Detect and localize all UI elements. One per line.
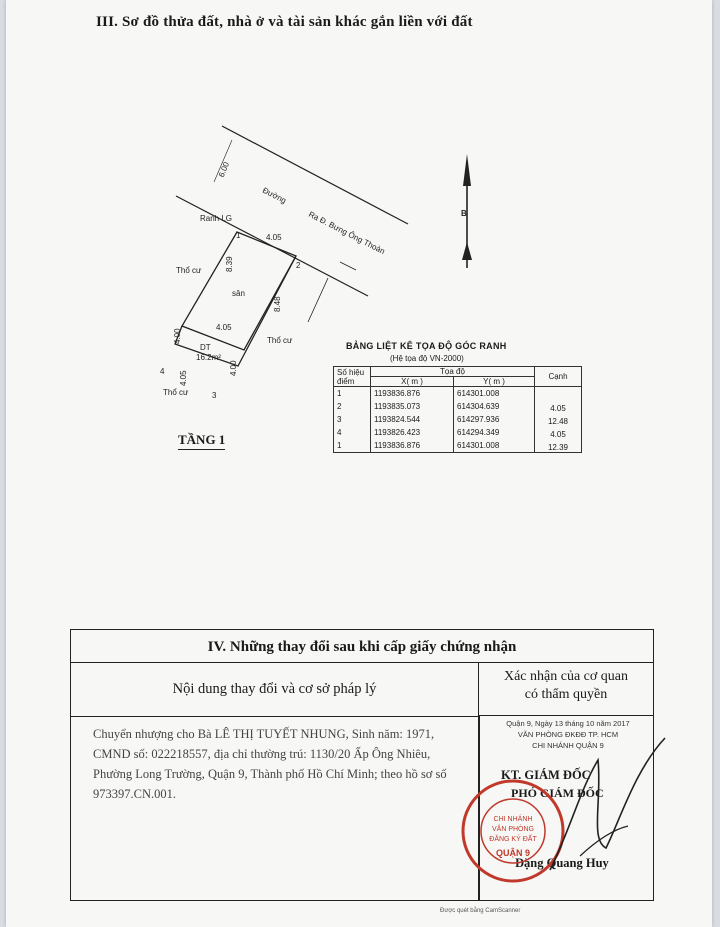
svg-text:CHI NHÁNH: CHI NHÁNH <box>493 816 533 823</box>
director-title: KT. GIÁM ĐỐC <box>501 768 591 782</box>
table-row: 4 1193826.423 614294.349 4.05 <box>334 426 582 439</box>
edge-lower-left-label: 4.00 <box>173 328 182 344</box>
svg-text:QUẬN 9: QUẬN 9 <box>495 848 531 858</box>
table-row: 2 1193835.073 614304.639 4.05 <box>334 400 582 413</box>
floor-label: TẦNG 1 <box>178 432 225 450</box>
header-y: Y( m ) <box>454 377 535 387</box>
edge-lower-right-label: 4.00 <box>229 360 238 376</box>
edge-right-label: 8.48 <box>273 296 282 312</box>
coord-table-title: BẢNG LIỆT KÊ TỌA ĐỘ GÓC RANH <box>346 341 507 351</box>
office-line-1: VĂN PHÒNG ĐKĐĐ TP. HCM <box>517 730 619 739</box>
edge-inner-label: 4.05 <box>216 323 232 332</box>
road-width-label: 6.00 <box>216 160 232 179</box>
signer-name: Đặng Quang Huy <box>515 856 609 870</box>
coord-table-subtitle: (Hệ tọa độ VN-2000) <box>390 354 464 363</box>
area-label: DT <box>200 343 211 352</box>
change-content: Chuyển nhượng cho Bà LÊ THỊ TUYẾT NHUNG, Sinh năm: 1971, CMND số: 022218557, địa chỉ thường trú: 1130/20 Ấp Ông Nhiêu, Phường Long Trường, Quận 9, Thành phố Hồ Chí Minh; theo hồ sơ số 973397.CN.001. <box>93 727 447 801</box>
neighbor-right-label: Thổ cư <box>267 336 293 345</box>
office-line-2: CHI NHÁNH QUẬN 9 <box>532 741 604 750</box>
header-edge: Cạnh <box>535 367 582 387</box>
point-1-label: 1 <box>236 231 241 240</box>
yard-label: sân <box>232 289 245 298</box>
scanner-watermark: Được quét bằng CamScanner <box>440 908 521 914</box>
svg-text:VĂN PHÒNG: VĂN PHÒNG <box>491 826 535 833</box>
deputy-title: PHÓ GIÁM ĐỐC <box>511 786 604 800</box>
date-line: Quận 9, Ngày 13 tháng 10 năm 2017 <box>506 719 630 728</box>
header-x: X( m ) <box>371 377 454 387</box>
edge-bottom-label: 4.05 <box>179 370 188 386</box>
boundary-label: Ranh LG <box>200 214 233 223</box>
edge-left-label: 8.39 <box>225 256 234 272</box>
table-row: 3 1193824.544 614297.936 12.48 <box>334 413 582 426</box>
road-label: Đường <box>261 185 288 206</box>
section4-title: IV. Những thay đổi sau khi cấp giấy chứng nhận <box>71 630 653 663</box>
road-name-label: Ra Đ. Bưng Ông Thoàn <box>307 209 387 257</box>
point-3-label: 3 <box>212 391 217 400</box>
point-2-label: 2 <box>296 261 301 270</box>
area-value: 16.2m² <box>196 353 221 362</box>
content-column-header: Nội dung thay đổi và cơ sở pháp lý <box>71 662 479 717</box>
north-label: B <box>461 209 467 218</box>
point-4-label: 4 <box>160 367 165 376</box>
coord-table <box>333 366 582 453</box>
header-coord: Tọa độ <box>371 367 535 377</box>
table-row: 1 1193836.876 614301.008 12.39 <box>334 439 582 453</box>
confirm-column-header: Xác nhận của cơ quan có thẩm quyền <box>479 662 653 716</box>
neighbor-bl-label: Thổ cư <box>163 388 189 397</box>
header-point: Số hiệu điểm <box>334 367 371 387</box>
road-top-line <box>222 126 408 224</box>
section3-title: III. Sơ đồ thửa đất, nhà ở và tài sản khác gắn liền với đất <box>96 14 473 30</box>
road-tick <box>340 262 356 270</box>
neighbor-tl-label: Thổ cư <box>176 266 202 275</box>
neighbor-boundary <box>308 278 328 322</box>
svg-text:ĐĂNG KÝ ĐẤT: ĐĂNG KÝ ĐẤT <box>489 836 537 843</box>
table-row: 1 1193836.876 614301.008 <box>334 387 582 401</box>
edge-top-label: 4.05 <box>266 233 282 242</box>
signature-icon <box>540 730 680 880</box>
